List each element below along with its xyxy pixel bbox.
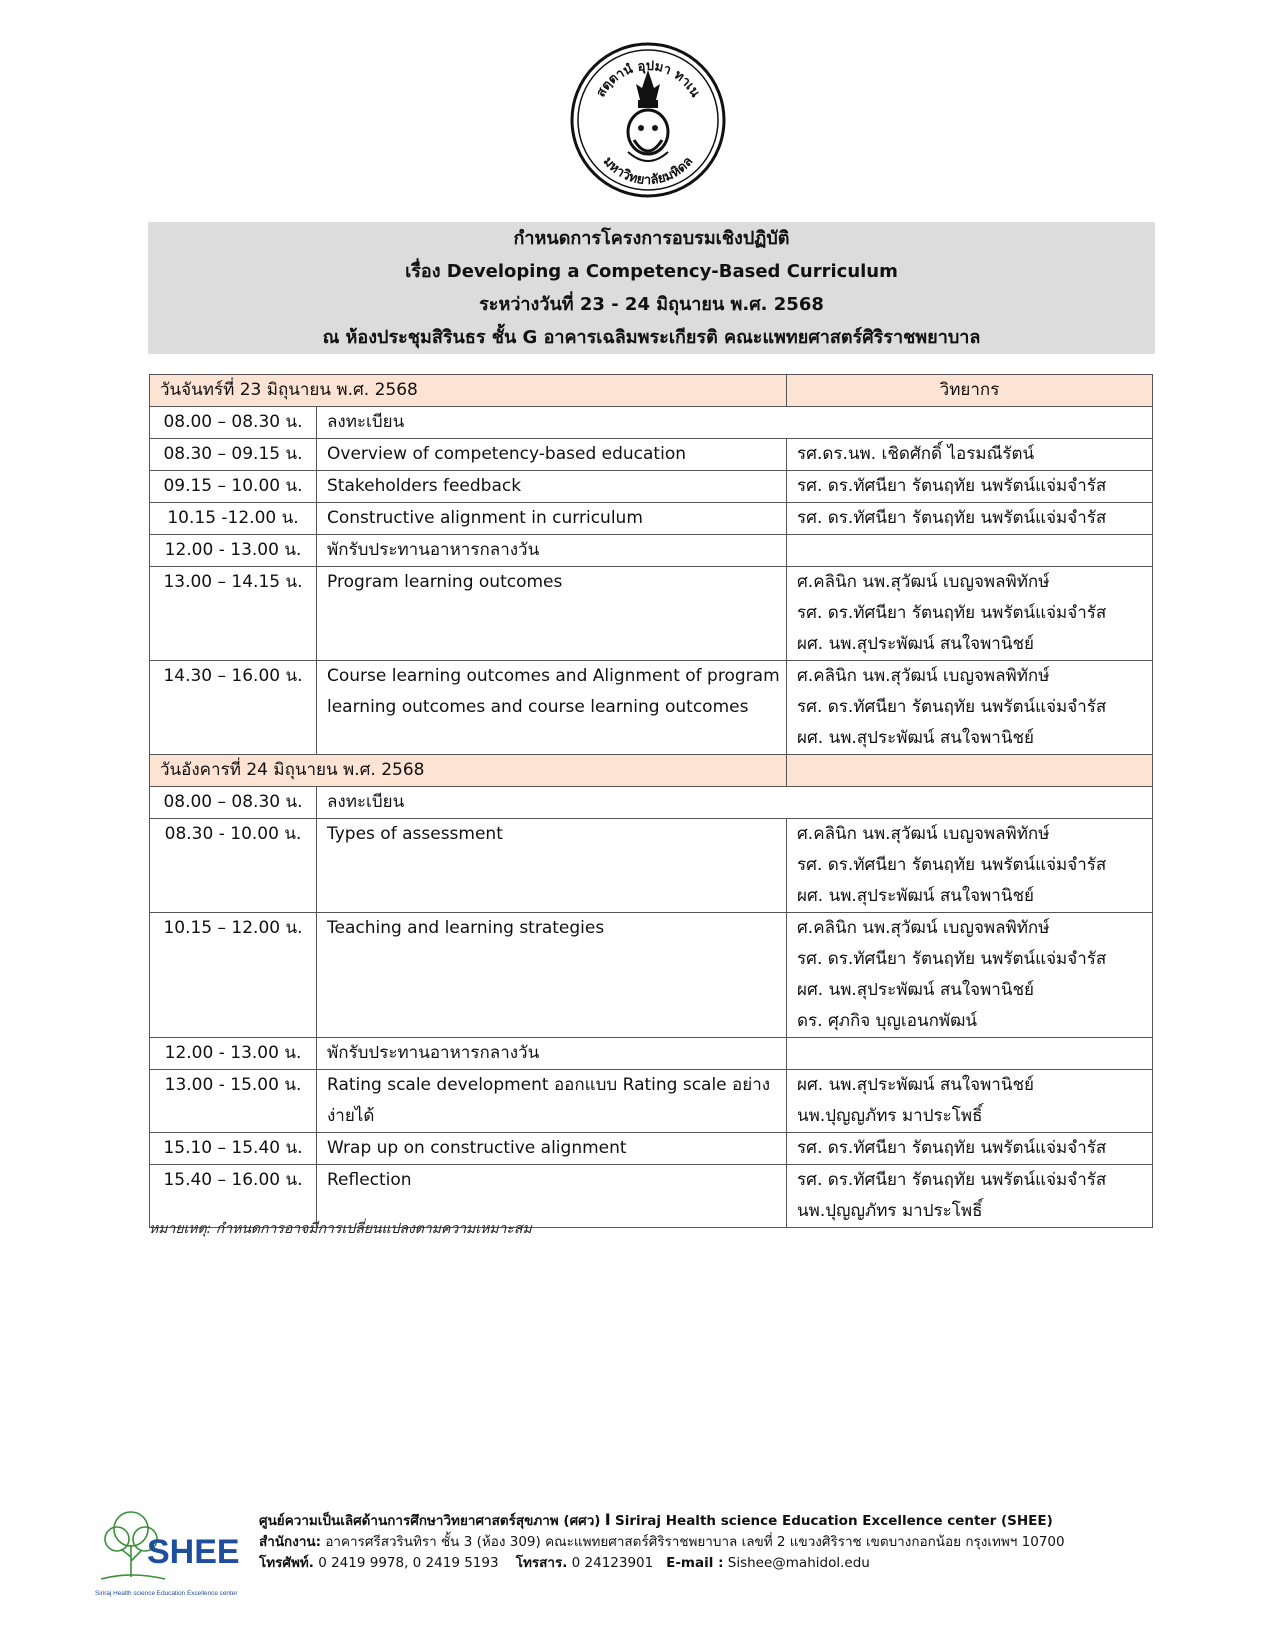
time-cell: 08.00 – 08.30 น.	[150, 407, 317, 439]
speaker-cell	[787, 913, 1153, 1038]
table-row	[150, 407, 1153, 439]
logo-caption: Siriraj Health science Education Excellence center	[95, 1590, 238, 1597]
topic-cell	[317, 567, 787, 661]
time-cell: 08.00 – 08.30 น.	[150, 787, 317, 819]
line: ศ.คลินิก นพ.สุวัฒน์ เบญจพลพิทักษ์	[797, 824, 1050, 844]
table-row	[150, 661, 1153, 755]
line: Teaching and learning strategies	[327, 918, 605, 938]
table-row	[150, 503, 1153, 535]
line: ลงทะเบียน	[327, 412, 405, 432]
line: รศ. ดร.ทัศนียา รัตนฤทัย นพรัตน์แจ่มจำรัส	[797, 1138, 1107, 1158]
table-row	[150, 567, 1153, 661]
topic-cell	[317, 819, 787, 913]
day-label: วันอังคารที่ 24 มิถุนายน พ.ศ. 2568	[150, 755, 787, 787]
line: รศ. ดร.ทัศนียา รัตนฤทัย นพรัตน์แจ่มจำรัส	[797, 697, 1107, 717]
topic-cell	[317, 787, 1153, 819]
topic-cell	[317, 535, 787, 567]
footer-org-th: ศูนย์ความเป็นเลิศด้านการศึกษาวิทยาศาสตร์สุขภาพ (ศศว)	[259, 1513, 601, 1529]
time-cell: 15.10 – 15.40 น.	[150, 1133, 317, 1165]
topic-cell	[317, 913, 787, 1038]
line: นพ.ปุญญภัทร มาประโพธิ์	[797, 1106, 983, 1126]
time-cell: 10.15 – 12.00 น.	[150, 913, 317, 1038]
topic-cell	[317, 1038, 787, 1070]
footer-fax-label: โทรสาร.	[515, 1555, 568, 1571]
seal-top-text: สตฺตานํ อุปมา ทาเน	[593, 58, 703, 100]
line: ศ.คลินิก นพ.สุวัฒน์ เบญจพลพิทักษ์	[797, 572, 1050, 592]
day-header-row	[150, 375, 1153, 407]
footer-tel-label: โทรศัพท์.	[259, 1555, 314, 1571]
footer-org-en: Siriraj Health science Education Excellence center (SHEE)	[615, 1513, 1053, 1529]
line: ผศ. นพ.สุประพัฒน์ สนใจพานิชย์	[797, 980, 1034, 1000]
footer-sep: I	[604, 1510, 611, 1529]
footer-fax: 0 24123901	[571, 1555, 654, 1571]
line: Course learning outcomes and Alignment of program	[327, 666, 780, 686]
line: ลงทะเบียน	[327, 792, 405, 812]
footer-line-2	[259, 1532, 1065, 1553]
title-band	[148, 222, 1155, 354]
table-row	[150, 471, 1153, 503]
topic-cell	[317, 439, 787, 471]
footer-addr: อาคารศรีสวรินทิรา ชั้น 3 (ห้อง 309) คณะแพทยศาสตร์ศิริราชพยาบาล เลขที่ 2 แขวงศิริราช เขตบางกอกน้อย กรุงเทพฯ 10700	[325, 1534, 1065, 1550]
topic-cell	[317, 471, 787, 503]
line: Stakeholders feedback	[327, 476, 522, 496]
speaker-cell	[787, 661, 1153, 755]
topic-cell	[317, 407, 1153, 439]
line: ผศ. นพ.สุประพัฒน์ สนใจพานิชย์	[797, 1075, 1034, 1095]
table-row	[150, 1038, 1153, 1070]
table-row	[150, 1133, 1153, 1165]
logo-text: SHEE	[147, 1533, 240, 1571]
line: นพ.ปุญญภัทร มาประโพธิ์	[797, 1201, 983, 1221]
line: Wrap up on constructive alignment	[327, 1138, 627, 1158]
footer-line-1	[259, 1509, 1065, 1532]
title-line-4: ณ ห้องประชุมสิรินธร ชั้น G อาคารเฉลิมพระเกียรติ คณะแพทยศาสตร์ศิริราชพยาบาล	[322, 327, 981, 348]
topic-cell	[317, 503, 787, 535]
line: ผศ. นพ.สุประพัฒน์ สนใจพานิชย์	[797, 886, 1034, 906]
speaker-cell	[787, 439, 1153, 471]
line: ง่ายได้	[327, 1106, 375, 1126]
day-label: วันจันทร์ที่ 23 มิถุนายน พ.ศ. 2568	[150, 375, 787, 407]
line: Reflection	[327, 1170, 412, 1190]
line: พักรับประทานอาหารกลางวัน	[327, 540, 540, 560]
time-cell: 14.30 – 16.00 น.	[150, 661, 317, 755]
line: ดร. ศุภกิจ บุญเอนกพัฒน์	[797, 1011, 978, 1031]
line: รศ.ดร.นพ. เชิดศักดิ์ ไอรมณีรัตน์	[797, 444, 1035, 464]
table-row	[150, 787, 1153, 819]
footer-line-3	[259, 1553, 1065, 1574]
table-row	[150, 819, 1153, 913]
speaker-cell	[787, 1038, 1153, 1070]
time-cell: 10.15 -12.00 น.	[150, 503, 317, 535]
topic-cell	[317, 1133, 787, 1165]
time-cell: 08.30 – 09.15 น.	[150, 439, 317, 471]
line: พักรับประทานอาหารกลางวัน	[327, 1043, 540, 1063]
line: Rating scale development ออกแบบ Rating scale อย่าง	[327, 1075, 771, 1095]
line: Overview of competency-based education	[327, 444, 687, 464]
schedule-table	[149, 374, 1153, 1228]
table-row	[150, 1070, 1153, 1133]
line: รศ. ดร.ทัศนียา รัตนฤทัย นพรัตน์แจ่มจำรัส	[797, 603, 1107, 623]
footer-email-label: E-mail :	[666, 1555, 724, 1571]
speaker-header: วิทยากร	[787, 375, 1153, 407]
topic-cell	[317, 661, 787, 755]
footer-addr-label: สำนักงาน:	[259, 1534, 322, 1550]
line: ผศ. นพ.สุประพัฒน์ สนใจพานิชย์	[797, 728, 1034, 748]
footer	[95, 1505, 1195, 1605]
speaker-cell	[787, 535, 1153, 567]
line: ศ.คลินิก นพ.สุวัฒน์ เบญจพลพิทักษ์	[797, 666, 1050, 686]
line: Program learning outcomes	[327, 572, 563, 592]
line: รศ. ดร.ทัศนียา รัตนฤทัย นพรัตน์แจ่มจำรัส	[797, 476, 1107, 496]
line: รศ. ดร.ทัศนียา รัตนฤทัย นพรัตน์แจ่มจำรัส	[797, 855, 1107, 875]
speaker-header	[787, 755, 1153, 787]
mahidol-seal	[568, 40, 728, 200]
time-cell: 09.15 – 10.00 น.	[150, 471, 317, 503]
speaker-cell	[787, 503, 1153, 535]
line: รศ. ดร.ทัศนียา รัตนฤทัย นพรัตน์แจ่มจำรัส	[797, 1170, 1107, 1190]
time-cell: 08.30 - 10.00 น.	[150, 819, 317, 913]
time-cell: 15.40 – 16.00 น.	[150, 1165, 317, 1228]
speaker-cell	[787, 471, 1153, 503]
time-cell: 13.00 - 15.00 น.	[150, 1070, 317, 1133]
seal-bottom-text: มหาวิทยาลัยมหิดล	[599, 154, 697, 189]
footer-email[interactable]: Sishee@mahidol.edu	[727, 1555, 870, 1571]
table-row	[150, 535, 1153, 567]
line: learning outcomes and course learning outcomes	[327, 697, 749, 717]
table-row	[150, 913, 1153, 1038]
day-header-row	[150, 755, 1153, 787]
line: รศ. ดร.ทัศนียา รัตนฤทัย นพรัตน์แจ่มจำรัส	[797, 949, 1107, 969]
note: หมายเหตุ: กำหนดการอาจมีการเปลี่ยนแปลงตามความเหมาะสม	[149, 1221, 532, 1237]
title-line-2: เรื่อง Developing a Competency-Based Curriculum	[405, 261, 898, 282]
speaker-cell	[787, 1070, 1153, 1133]
speaker-cell	[787, 567, 1153, 661]
footer-tel: 0 2419 9978, 0 2419 5193	[318, 1555, 499, 1571]
shee-logo	[95, 1505, 255, 1600]
line: ศ.คลินิก นพ.สุวัฒน์ เบญจพลพิทักษ์	[797, 918, 1050, 938]
speaker-cell	[787, 819, 1153, 913]
line: Types of assessment	[327, 824, 503, 844]
time-cell: 13.00 – 14.15 น.	[150, 567, 317, 661]
speaker-cell	[787, 1133, 1153, 1165]
title-line-1: กำหนดการโครงการอบรมเชิงปฏิบัติ	[513, 228, 790, 249]
time-cell: 12.00 - 13.00 น.	[150, 535, 317, 567]
topic-cell	[317, 1070, 787, 1133]
speaker-cell	[787, 1165, 1153, 1228]
table-row	[150, 439, 1153, 471]
line: Constructive alignment in curriculum	[327, 508, 643, 528]
line: รศ. ดร.ทัศนียา รัตนฤทัย นพรัตน์แจ่มจำรัส	[797, 508, 1107, 528]
title-line-3: ระหว่างวันที่ 23 - 24 มิถุนายน พ.ศ. 2568	[479, 294, 824, 315]
line: ผศ. นพ.สุประพัฒน์ สนใจพานิชย์	[797, 634, 1034, 654]
time-cell: 12.00 - 13.00 น.	[150, 1038, 317, 1070]
